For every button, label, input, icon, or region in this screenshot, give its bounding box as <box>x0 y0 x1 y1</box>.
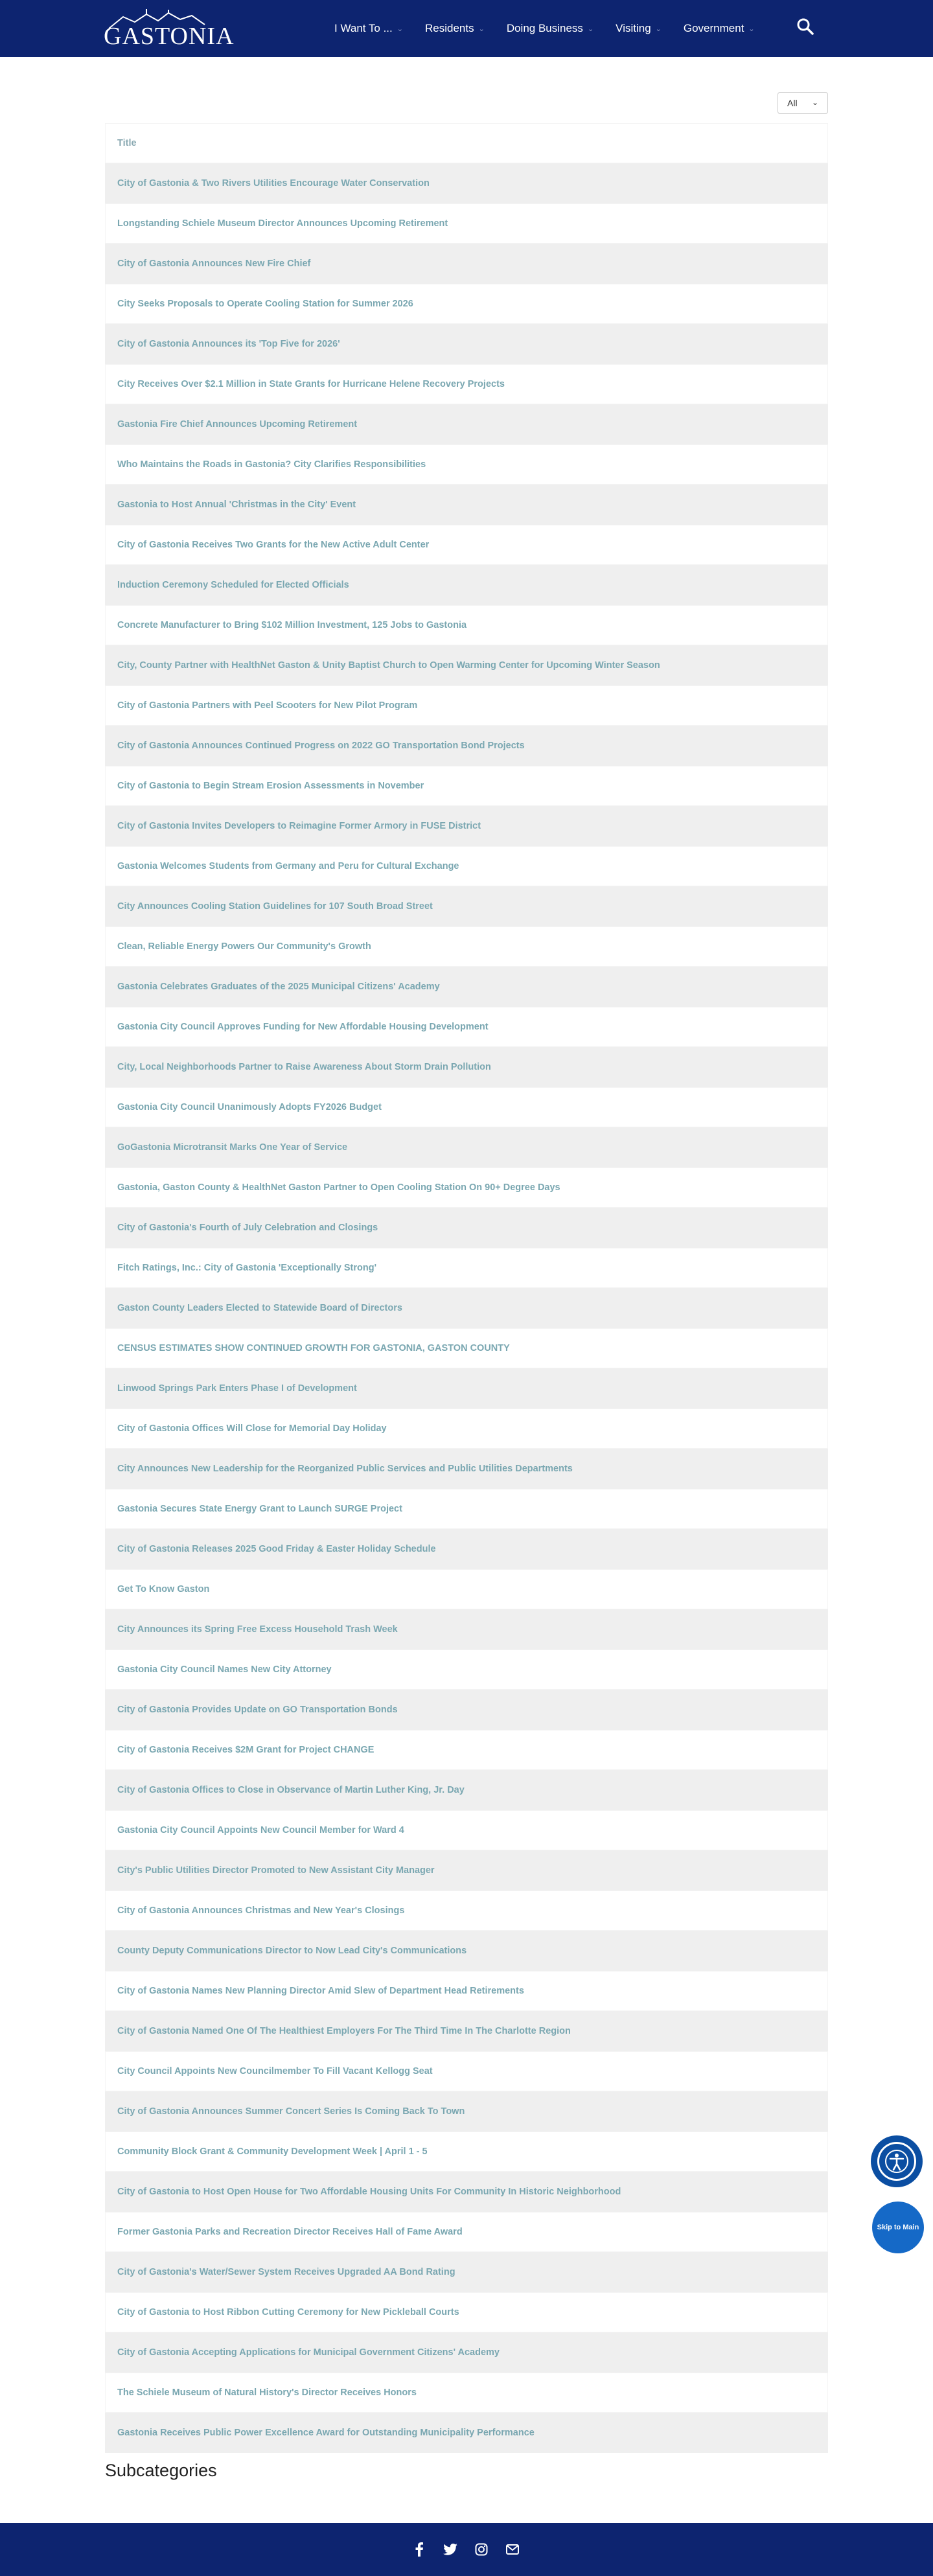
news-title-link[interactable]: City Council Appoints New Councilmember To Fill Vacant Kellogg Seat <box>117 2066 433 2076</box>
table-row <box>105 1047 828 1087</box>
news-title-link[interactable]: City Announces New Leadership for the Reorganized Public Services and Public Utilities Departments <box>117 1464 573 1474</box>
news-title-link[interactable]: City of Gastonia Offices to Close in Observance of Martin Luther King, Jr. Day <box>117 1785 465 1795</box>
table-row <box>105 1007 828 1047</box>
news-title-link[interactable]: City of Gastonia Invites Developers to Reimagine Former Armory in FUSE District <box>117 821 481 831</box>
news-title-link[interactable]: Gaston County Leaders Elected to Statewide Board of Directors <box>117 1303 402 1313</box>
news-title-link[interactable]: City of Gastonia Announces Christmas and New Year's Closings <box>117 1905 405 1916</box>
chevron-down-icon: ⌄ <box>397 25 403 33</box>
table-row <box>105 1489 828 1529</box>
table-row <box>105 2413 828 2453</box>
search-icon[interactable] <box>796 17 815 36</box>
news-title-link[interactable]: Induction Ceremony Scheduled for Elected Officials <box>117 580 349 590</box>
site-footer <box>0 2523 933 2576</box>
email-icon[interactable] <box>504 2541 521 2558</box>
news-title-link[interactable]: City of Gastonia Provides Update on GO Transportation Bonds <box>117 1705 398 1715</box>
table-row <box>105 1127 828 1167</box>
table-row <box>105 1770 828 1810</box>
table-row <box>105 1609 828 1650</box>
news-title-link[interactable]: Gastonia, Gaston County & HealthNet Gaston Partner to Open Cooling Station On 90+ Degree Days <box>117 1182 560 1193</box>
news-title-link[interactable]: County Deputy Communications Director to Now Lead City's Communications <box>117 1946 467 1956</box>
news-title-link[interactable]: City of Gastonia Announces New Fire Chief <box>117 259 311 269</box>
table-row <box>105 2091 828 2132</box>
news-title-link[interactable]: The Schiele Museum of Natural History's Director Receives Honors <box>117 2387 417 2398</box>
news-title-link[interactable]: Former Gastonia Parks and Recreation Director Receives Hall of Fame Award <box>117 2227 463 2237</box>
chevron-down-icon: ⌄ <box>748 25 755 33</box>
news-title-link[interactable]: Gastonia City Council Appoints New Council Member for Ward 4 <box>117 1825 404 1835</box>
table-row <box>105 605 828 645</box>
nav-item-label: Doing Business <box>506 22 583 34</box>
table-row <box>105 1087 828 1127</box>
table-row <box>105 525 828 565</box>
table-row <box>105 846 828 886</box>
news-title-link[interactable]: Longstanding Schiele Museum Director Announces Upcoming Retirement <box>117 218 448 229</box>
news-title-link[interactable]: City of Gastonia to Begin Stream Erosion Assessments in November <box>117 781 424 791</box>
news-title-link[interactable]: Gastonia Celebrates Graduates of the 2025 Municipal Citizens' Academy <box>117 982 440 992</box>
news-title-link[interactable]: City of Gastonia Announces its 'Top Five for 2026' <box>117 339 340 349</box>
table-row <box>105 1730 828 1770</box>
table-row <box>105 1328 828 1368</box>
news-title-link[interactable]: City of Gastonia Announces Summer Concert Series Is Coming Back To Town <box>117 2106 465 2117</box>
table-row <box>105 685 828 726</box>
news-title-link[interactable]: Gastonia Welcomes Students from Germany and Peru for Cultural Exchange <box>117 861 459 871</box>
table-row <box>105 2051 828 2091</box>
logo-text: GASTONIA <box>104 23 235 50</box>
chevron-down-icon: ⌄ <box>811 98 818 107</box>
nav-item-i-want-to[interactable] <box>334 22 403 35</box>
table-row <box>105 726 828 766</box>
category-filter-select[interactable] <box>778 92 828 114</box>
chevron-down-icon: ⌄ <box>655 25 662 33</box>
table-row <box>105 1971 828 2011</box>
table-row <box>105 1891 828 1931</box>
news-title-link[interactable]: City Seeks Proposals to Operate Cooling Station for Summer 2026 <box>117 299 413 309</box>
table-row <box>105 1569 828 1609</box>
chevron-down-icon: ⌄ <box>587 25 594 33</box>
news-title-link[interactable]: Community Block Grant & Community Development Week | April 1 - 5 <box>117 2146 428 2157</box>
news-title-link[interactable]: City of Gastonia Offices Will Close for Memorial Day Holiday <box>117 1423 387 1434</box>
nav-item-government[interactable] <box>684 22 755 35</box>
table-row <box>105 886 828 926</box>
news-title-link[interactable]: Gastonia City Council Unanimously Adopts FY2026 Budget <box>117 1102 382 1112</box>
table-row <box>105 404 828 444</box>
table-row <box>105 1850 828 1891</box>
nav-item-residents[interactable] <box>425 22 485 35</box>
twitter-icon[interactable] <box>442 2541 459 2558</box>
news-title-link[interactable]: Gastonia Secures State Energy Grant to Launch SURGE Project <box>117 1504 402 1514</box>
table-row <box>105 485 828 525</box>
table-row <box>105 2252 828 2292</box>
gastonia-logo[interactable] <box>104 9 235 50</box>
news-title-link[interactable]: City of Gastonia Partners with Peel Scooters for New Pilot Program <box>117 700 418 711</box>
news-title-link[interactable]: Who Maintains the Roads in Gastonia? City Clarifies Responsibilities <box>117 459 426 470</box>
table-row <box>105 1810 828 1850</box>
table-row <box>105 645 828 685</box>
table-row <box>105 203 828 244</box>
table-row <box>105 284 828 324</box>
table-row <box>105 444 828 485</box>
skip-to-main-button[interactable]: Skip to Main <box>872 2202 924 2253</box>
table-row <box>105 1368 828 1409</box>
news-title-link[interactable]: Gastonia City Council Approves Funding for New Affordable Housing Development <box>117 1022 489 1032</box>
facebook-icon[interactable] <box>411 2541 428 2558</box>
table-row <box>105 2132 828 2172</box>
news-title-link[interactable]: City Announces Cooling Station Guidelines for 107 South Broad Street <box>117 901 433 912</box>
table-row <box>105 1650 828 1690</box>
table-row <box>105 2212 828 2252</box>
table-row <box>105 1208 828 1248</box>
table-row <box>105 324 828 364</box>
table-row <box>105 766 828 806</box>
table-row <box>105 244 828 284</box>
table-row <box>105 806 828 846</box>
accessibility-icon <box>877 2142 916 2181</box>
news-title-link[interactable]: City of Gastonia Receives Two Grants for the New Active Adult Center <box>117 540 430 550</box>
table-row <box>105 2011 828 2051</box>
table-row <box>105 2332 828 2373</box>
instagram-icon[interactable] <box>473 2541 490 2558</box>
news-title-link[interactable]: City of Gastonia to Host Ribbon Cutting Ceremony for New Pickleball Courts <box>117 2307 459 2317</box>
news-title-link[interactable]: City's Public Utilities Director Promoted to New Assistant City Manager <box>117 1865 435 1876</box>
table-row <box>105 163 828 203</box>
table-row <box>105 926 828 967</box>
news-title-link[interactable]: City of Gastonia Announces Continued Progress on 2022 GO Transportation Bond Projects <box>117 741 525 751</box>
news-title-link[interactable]: GoGastonia Microtransit Marks One Year of Service <box>117 1142 348 1153</box>
news-title-link[interactable]: Gastonia City Council Names New City Attorney <box>117 1664 332 1675</box>
nav-item-label: Residents <box>424 22 474 34</box>
title-column-header[interactable]: Title <box>117 138 137 148</box>
table-row <box>105 364 828 404</box>
news-title-link[interactable]: City of Gastonia Names New Planning Director Amid Slew of Department Head Retirements <box>117 1986 524 1996</box>
news-title-link[interactable]: City of Gastonia Releases 2025 Good Friday & Easter Holiday Schedule <box>117 1544 436 1554</box>
subcategories-heading: Subcategories <box>105 2461 217 2480</box>
nav-item-label: Government <box>683 22 744 34</box>
news-title-link[interactable]: Concrete Manufacturer to Bring $102 Million Investment, 125 Jobs to Gastonia <box>117 620 467 630</box>
news-title-link[interactable]: City, Local Neighborhoods Partner to Raise Awareness About Storm Drain Pollution <box>117 1062 491 1072</box>
table-header[interactable] <box>105 123 828 163</box>
table-row <box>105 1288 828 1328</box>
chevron-down-icon: ⌄ <box>478 25 485 33</box>
news-title-link[interactable]: City of Gastonia Receives $2M Grant for Project CHANGE <box>117 1745 374 1755</box>
nav-item-label: I Want To ... <box>334 22 393 34</box>
table-row <box>105 967 828 1007</box>
nav-item-doing-business[interactable] <box>507 22 593 35</box>
news-title-link[interactable]: City Receives Over $2.1 Million in State Grants for Hurricane Helene Recovery Projects <box>117 379 505 389</box>
nav-item-visiting[interactable] <box>616 22 662 35</box>
site-header <box>0 0 933 57</box>
news-title-link[interactable]: City of Gastonia to Host Open House for Two Affordable Housing Units For Community In Historic Neighborhood <box>117 2187 621 2197</box>
accessibility-widget-button[interactable] <box>871 2135 923 2187</box>
news-title-link[interactable]: City of Gastonia's Water/Sewer System Receives Upgraded AA Bond Rating <box>117 2267 455 2277</box>
table-row <box>105 1167 828 1208</box>
news-title-link[interactable]: City Announces its Spring Free Excess Household Trash Week <box>117 1624 398 1635</box>
table-row <box>105 2172 828 2212</box>
news-list <box>105 123 828 2453</box>
news-title-link[interactable]: Fitch Ratings, Inc.: City of Gastonia 'Exceptionally Strong' <box>117 1263 377 1273</box>
table-row <box>105 2292 828 2332</box>
news-title-link[interactable]: Gastonia Fire Chief Announces Upcoming Retirement <box>117 419 358 430</box>
table-row <box>105 1409 828 1449</box>
news-title-link[interactable]: City of Gastonia's Fourth of July Celebration and Closings <box>117 1223 378 1233</box>
table-row <box>105 565 828 605</box>
news-title-link[interactable]: City of Gastonia Named One Of The Healthiest Employers For The Third Time In The Charlotte Region <box>117 2026 571 2036</box>
news-title-link[interactable]: City of Gastonia & Two Rivers Utilities Encourage Water Conservation <box>117 178 430 189</box>
news-title-link[interactable]: Linwood Springs Park Enters Phase I of Development <box>117 1383 357 1394</box>
nav-item-label: Visiting <box>616 22 651 34</box>
table-row <box>105 1931 828 1971</box>
news-title-link[interactable]: Get To Know Gaston <box>117 1584 210 1594</box>
main-nav <box>334 18 777 39</box>
news-title-link[interactable]: City, County Partner with HealthNet Gaston & Unity Baptist Church to Open Warming Center for Upcoming Winter Season <box>117 660 660 671</box>
table-row <box>105 1248 828 1288</box>
news-title-link[interactable]: Gastonia Receives Public Power Excellence Award for Outstanding Municipality Performance <box>117 2428 535 2438</box>
table-row <box>105 1690 828 1730</box>
news-title-link[interactable]: Gastonia to Host Annual 'Christmas in the City' Event <box>117 500 356 510</box>
filter-selected-value: All <box>787 98 798 108</box>
news-title-link[interactable]: CENSUS ESTIMATES SHOW CONTINUED GROWTH FOR GASTONIA, GASTON COUNTY <box>117 1343 510 1353</box>
table-row <box>105 1529 828 1569</box>
news-title-link[interactable]: Clean, Reliable Energy Powers Our Community's Growth <box>117 941 371 952</box>
table-row <box>105 1449 828 1489</box>
table-row <box>105 2373 828 2413</box>
news-title-link[interactable]: City of Gastonia Accepting Applications for Municipal Government Citizens' Academy <box>117 2347 500 2358</box>
